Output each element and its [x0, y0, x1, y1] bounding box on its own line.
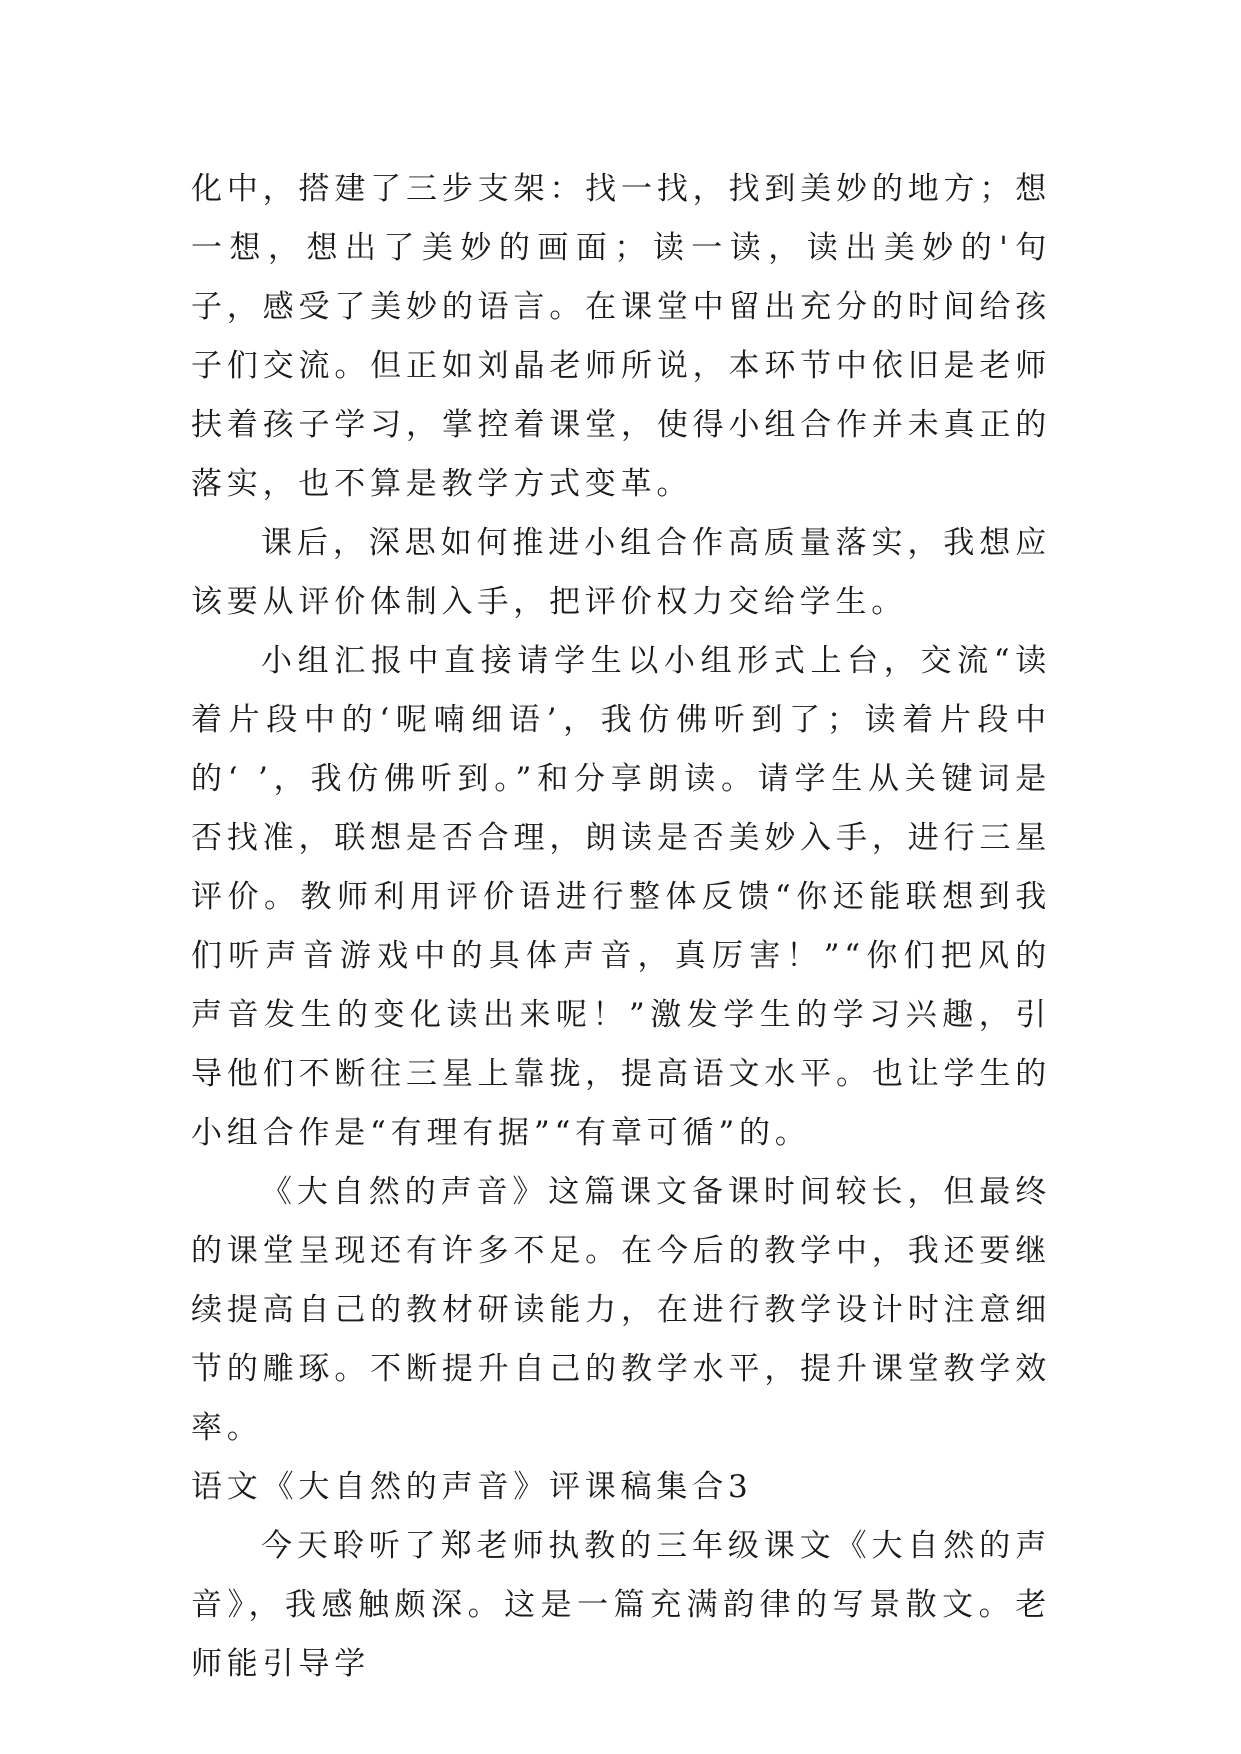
- section-heading: 语文《大自然的声音》评课稿集合3: [191, 1469, 753, 1505]
- paragraph-1: 化中，搭建了三步支架：找一找，找到美妙的地方；想一想，想出了美妙的画面；读一读，读出美妙的'句子，感受了美妙的语言。在课堂中留出充分的时间给孩子们交流。但正如刘晶老师所说，本环节中依旧是老师扶着孩子学习，掌控着课堂，使得小组合作并未真正的落实，也不算是教学方式变革。: [191, 171, 1051, 502]
- paragraph-5: 今天聆听了郑老师执教的三年级课文《大自然的声音》，我感触颇深。这是一篇充满韵律的写景散文。老师能引导学: [191, 1528, 1051, 1682]
- paragraph-2: 课后，深思如何推进小组合作高质量落实，我想应该要从评价体制入手，把评价权力交给学生。: [191, 525, 1051, 620]
- paragraph-4: 《大自然的声音》这篇课文备课时间较长，但最终的课堂呈现还有许多不足。在今后的教学中，我还要继续提高自己的教材研读能力，在进行教学设计时注意细节的雕琢。不断提升自己的教学水平，提升课堂教学效率。: [191, 1174, 1051, 1446]
- paragraph-3: 小组汇报中直接请学生以小组形式上台，交流“读着片段中的‘呢喃细语’，我仿佛听到了；读着片段中的‘ ’，我仿佛听到。”和分享朗读。请学生从关键词是否找准，联想是否合理，朗读是否美妙入手，进行三星评价。教师利用评价语进行整体反馈“你还能联想到我们听声音游戏中的具体声音，真厉害！”“你们把风的声音发生的变化读出来呢！”激发学生的学习兴趣，引导他们不断往三星上靠拢，提高语文水平。也让学生的小组合作是“有理有据”“有章可循”的。: [191, 643, 1051, 1151]
- document-page: [191, 160, 1051, 1694]
